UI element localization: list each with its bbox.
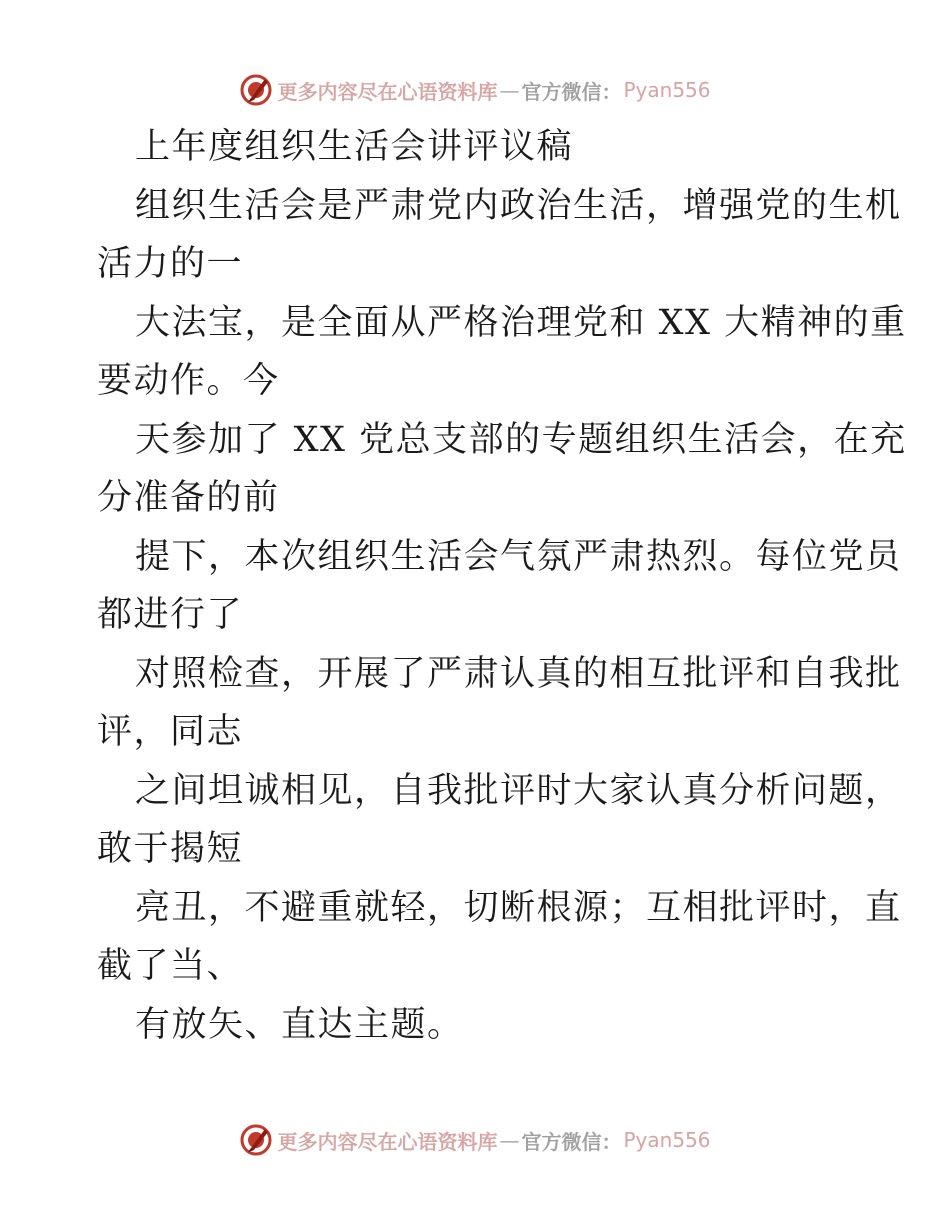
promo-text: 更多内容尽在心语资料库 bbox=[277, 79, 498, 104]
wechat-label: 官方微信： bbox=[521, 1129, 622, 1154]
banner-separator: — bbox=[499, 1128, 520, 1152]
paragraph-line: 都进行了 bbox=[97, 595, 244, 635]
wechat-id: Pyan556 bbox=[623, 1128, 711, 1152]
paragraph-line: 提下，本次组织生活会气氛严肃热烈。每位党员 bbox=[135, 536, 902, 577]
document-body bbox=[97, 118, 907, 1054]
paragraph-line: 有放矢、直达主题。 bbox=[135, 1004, 464, 1045]
paragraph-line: 组织生活会是严肃党内政治生活，增强党的生机 bbox=[135, 185, 902, 226]
paragraph-line: 天参加了 XX 党总支部的专题组织生活会，在充 bbox=[135, 419, 907, 460]
paragraph-line: 亮丑，不避重就轻，切断根源；互相批评时，直 bbox=[135, 887, 902, 928]
header-watermark-banner bbox=[0, 70, 950, 110]
brand-logo-icon bbox=[239, 73, 273, 107]
paragraph-line: 活力的一 bbox=[97, 244, 244, 284]
banner-separator: — bbox=[499, 78, 520, 102]
promo-text: 更多内容尽在心语资料库 bbox=[277, 1129, 498, 1154]
paragraph-line: 对照检查，开展了严肃认真的相互批评和自我批 bbox=[135, 653, 902, 694]
footer-watermark-banner bbox=[0, 1120, 950, 1160]
wechat-label: 官方微信： bbox=[521, 79, 622, 104]
paragraph-line: 截了当、 bbox=[97, 946, 244, 986]
brand-logo-icon bbox=[239, 1123, 273, 1157]
wechat-id: Pyan556 bbox=[623, 78, 711, 102]
paragraph-line: 之间坦诚相见，自我批评时大家认真分析问题， bbox=[135, 770, 902, 811]
paragraph-line: 敢于揭短 bbox=[97, 829, 244, 869]
paragraph-line: 评，同志 bbox=[97, 712, 244, 752]
paragraph-line: 要动作。今 bbox=[97, 361, 280, 401]
paragraph-line: 大法宝，是全面从严格治理党和 XX 大精神的重 bbox=[135, 302, 907, 343]
document-title: 上年度组织生活会讲评议稿 bbox=[135, 127, 574, 167]
paragraph-line: 分准备的前 bbox=[97, 478, 280, 518]
